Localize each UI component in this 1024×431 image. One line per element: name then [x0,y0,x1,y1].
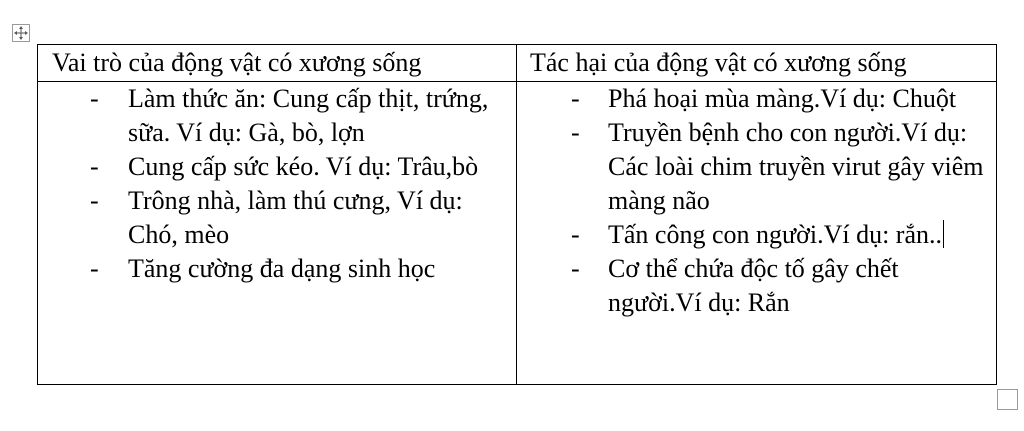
table-move-handle[interactable] [12,24,30,42]
list-item [517,218,996,252]
harm-text: Truyền bệnh cho con người.Ví dụ: Các loài chim truyền virut gây viêm màng não [608,118,984,215]
list-item [517,116,996,218]
role-text: Cung cấp sức kéo. Ví dụ: Trâu,bò [128,152,479,181]
list-item [38,150,516,184]
dash-bullet: - [571,118,580,147]
list-item [517,252,996,320]
list-item [38,184,516,252]
list-item [38,252,516,286]
harm-text: Cơ thể chứa độc tố gây chết người.Ví dụ: Rắn [608,254,899,317]
dash-bullet: - [90,186,99,215]
text-cursor [943,220,944,248]
header-roles-text: Vai trò của động vật có xương sống [52,48,422,77]
roles-cell[interactable] [38,82,517,385]
header-harms-text: Tác hại của động vật có xương sống [530,48,907,77]
harm-text: Tấn công con người.Ví dụ: rắn.. [608,220,942,249]
roles-harms-table [37,44,997,385]
roles-list [38,82,516,286]
table-resize-handle[interactable] [997,389,1018,410]
harms-cell[interactable] [517,82,997,385]
harms-list [517,82,996,320]
dash-bullet: - [571,84,580,113]
table-header-row [38,45,997,82]
move-icon [13,25,29,41]
table-body-row [38,82,997,385]
dash-bullet: - [90,254,99,283]
role-text: Làm thức ăn: Cung cấp thịt, trứng, sữa. Ví dụ: Gà, bò, lợn [128,84,489,147]
dash-bullet: - [571,220,580,249]
dash-bullet: - [90,152,99,181]
harm-text: Phá hoại mùa màng.Ví dụ: Chuột [608,84,957,113]
header-cell-harms[interactable] [517,45,997,82]
list-item [38,82,516,150]
list-item [517,82,996,116]
header-cell-roles[interactable] [38,45,517,82]
role-text: Tăng cường đa dạng sinh học [128,254,436,283]
dash-bullet: - [571,254,580,283]
role-text: Trông nhà, làm thú cưng, Ví dụ: Chó, mèo [128,186,463,249]
dash-bullet: - [90,84,99,113]
